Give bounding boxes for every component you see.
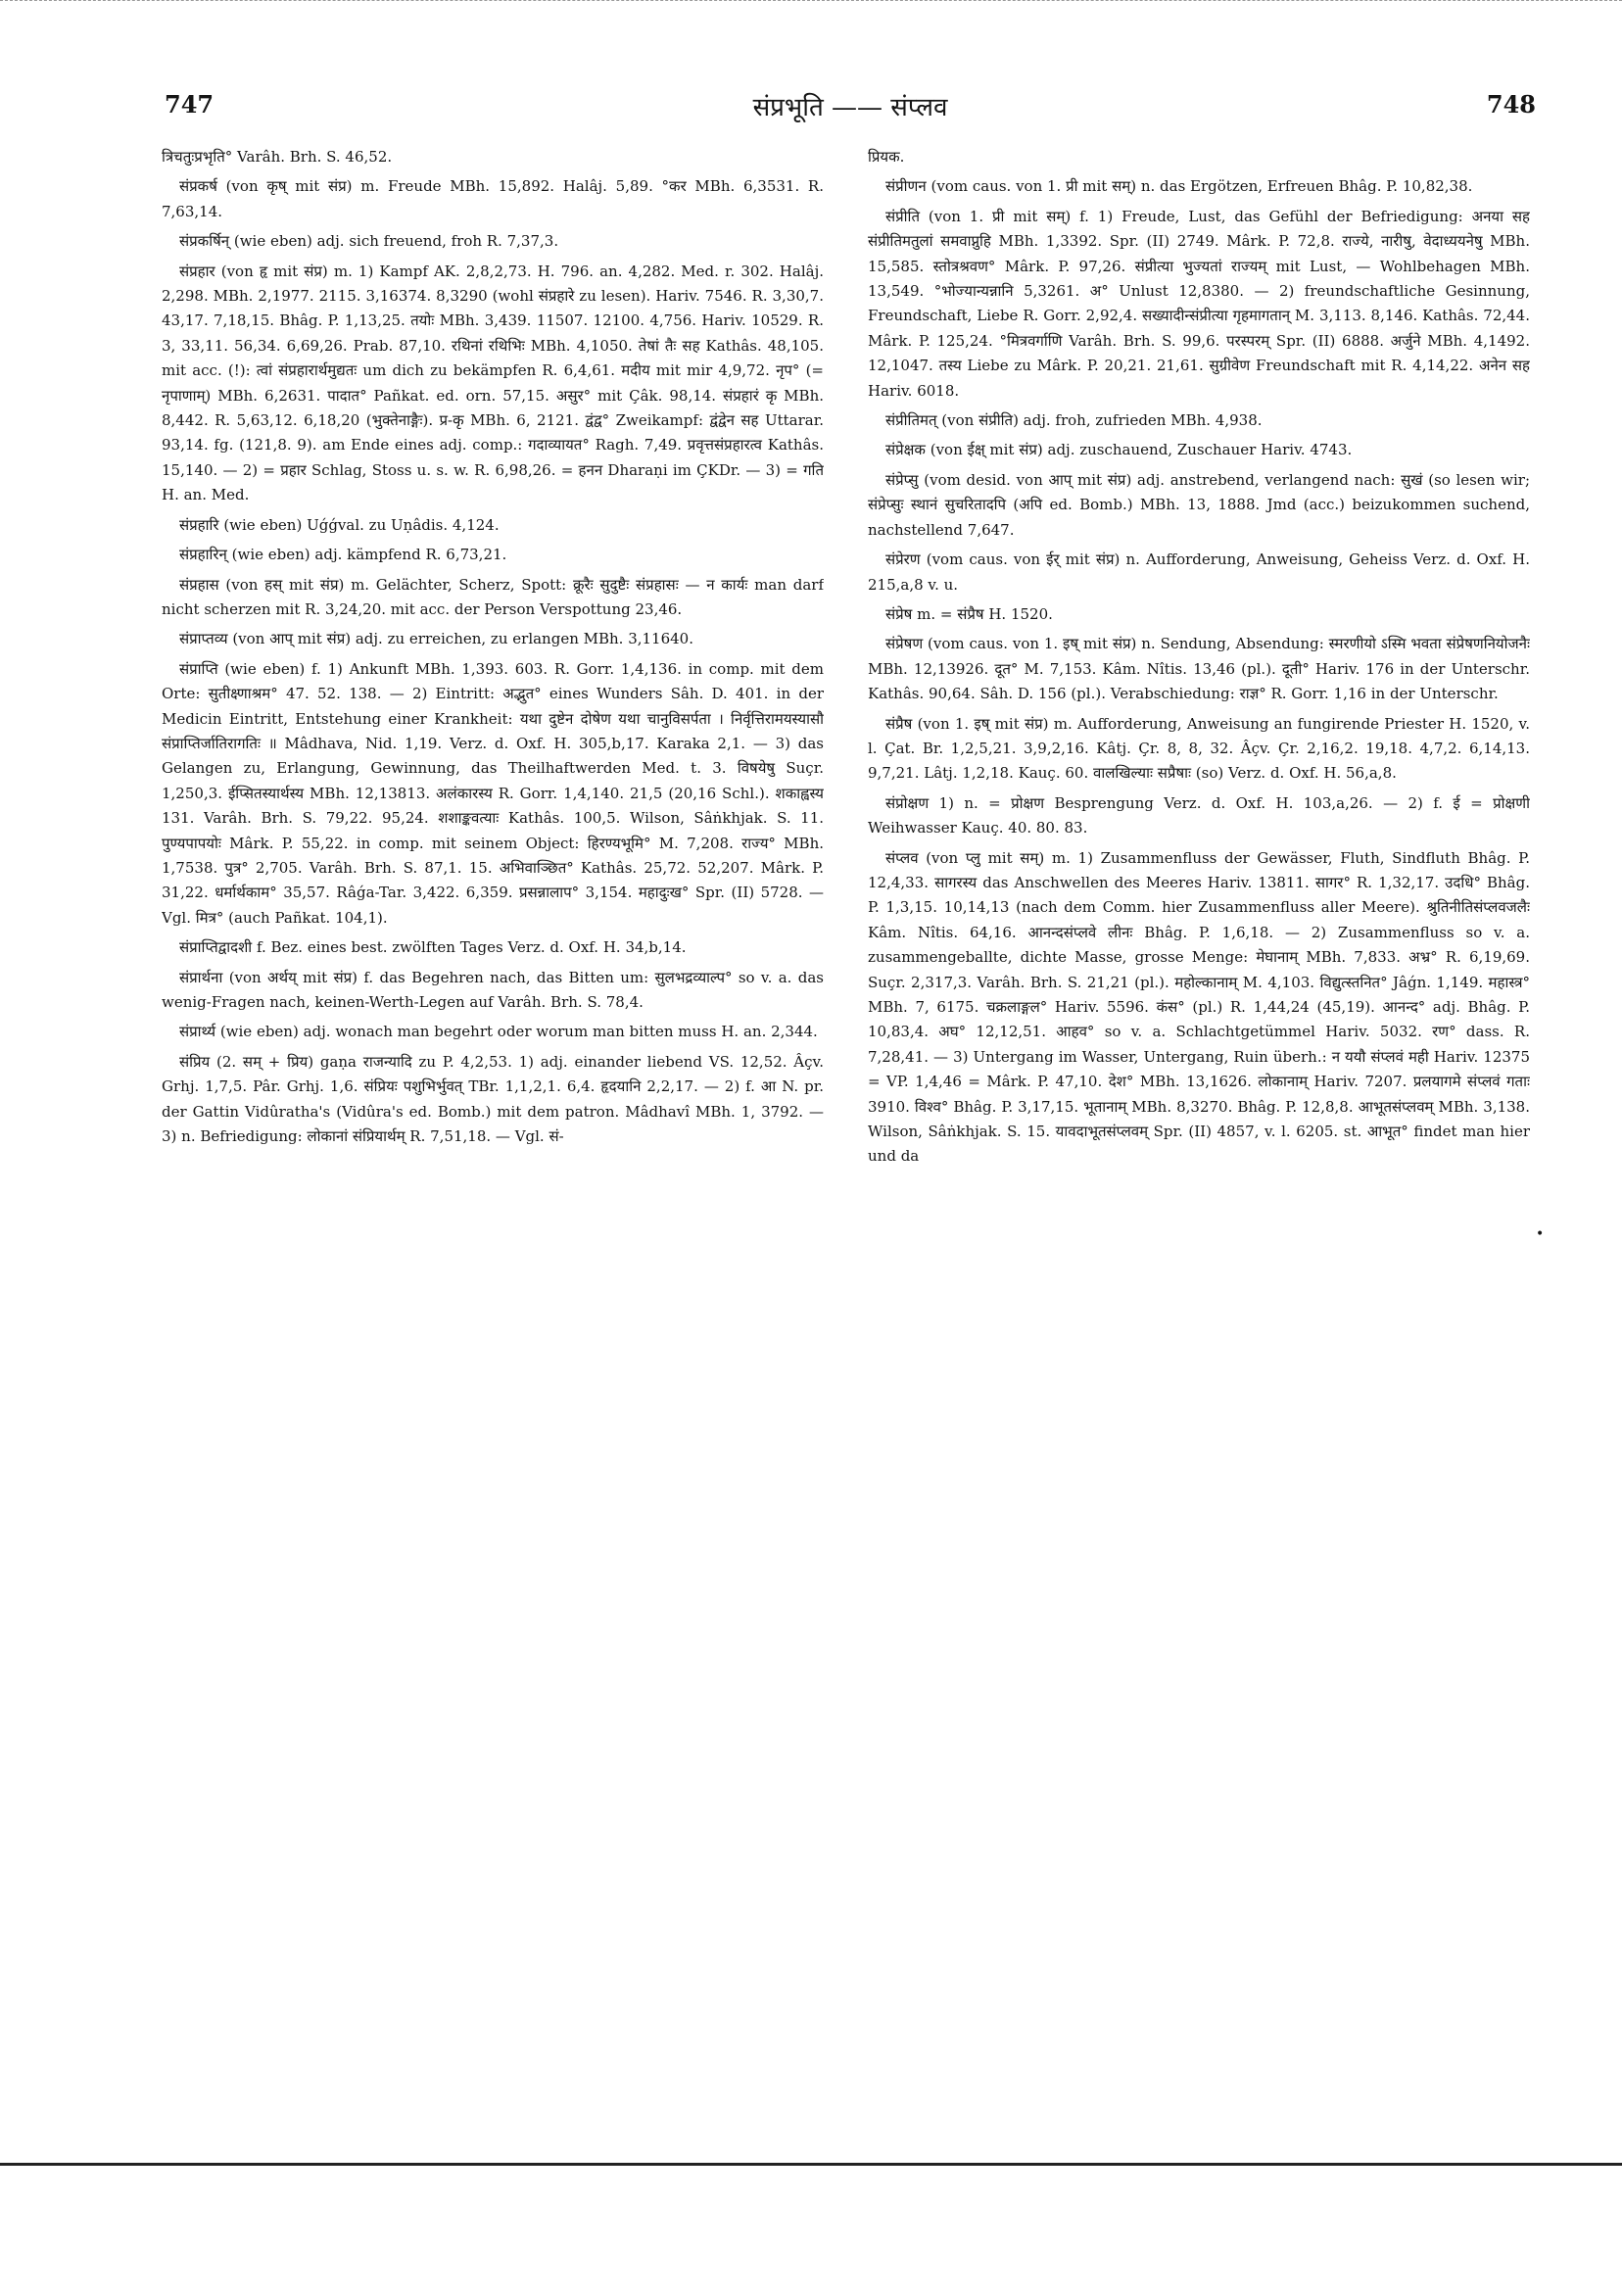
page-number-right: 748: [1486, 90, 1536, 119]
entry: संप्रार्थना (von अर्थय् mit संप्र) f. das Begehren nach, das Bitten um: सुलभद्रव्याल्प° so v. a. das wenig-Fragen nach, keinen-Werth-Legen auf Varâh. Brh. S. 78,4.: [162, 968, 824, 1011]
entry: संप्रीति (von 1. प्री mit सम्) f. 1) Freude, Lust, das Gefühl der Befriedigung: अनया सह संप्रीतिमतुलां समवाप्नुहि MBh. 1,3392. Spr. (II) 2749. Mârk. P. 72,8. राज्ये, नारीषु, वेदाध्ययनेषु MBh. 15,585. स्तोत्रश्रवण° Mârk. P. 97,26. संप्रीत्या भुज्यतां राज्यम् mit Lust, — Wohlbehagen MBh. 13,549. °भोज्यान्यन्नानि 5,3261. अ° Unlust 12,8380. — 2) freundschaftliche Gesinnung, Freundschaft, Liebe R. Gorr. 2,92,4. सख्यादीन्संप्रीत्या गृहमागतान् M. 3,113. 8,146. Kathâs. 72,44. Mârk. P. 125,24. °मित्रवर्गाणि Varâh. Brh. S. 99,6. परस्परम् Spr. (II) 6888. अर्जुने MBh. 4,1492. 12,1047. तस्य Liebe zu Mârk. P. 20,21. 21,61. सुग्रीवेण Freundschaft mit R. 4,14,22. अनेन सह Hariv. 6018.: [868, 207, 1530, 400]
entry: संप्रेरण (vom caus. von ईर् mit संप्र) n. Aufforderung, Anweisung, Geheiss Verz. d. Oxf. H. 215,a,8 v. u.: [868, 550, 1530, 594]
margin-dot: •: [1536, 1226, 1545, 1242]
entry: संप्रैष (von 1. इष् mit संप्र) m. Aufforderung, Anweisung an fungirende Priester H. 1520, v. l. Çat. Br. 1,2,5,21. 3,9,2,16. Kâtj. Çr. 8, 8, 32. Âçv. Çr. 2,16,2. 19,18. 4,7,2. 6,14,13. 9,7,21. Lâtj. 1,2,18. Kauç. 60. वालखिल्याः सप्रैषाः (so) Verz. d. Oxf. H. 56,a,8.: [868, 714, 1530, 783]
entry: संप्रहारि (wie eben) Uǵǵval. zu Uṇâdis. 4,124.: [179, 515, 500, 534]
entry: प्रियक.: [868, 148, 905, 166]
page-header: [165, 90, 1536, 125]
entry: संप्रोक्षण 1) n. = प्रोक्षण Besprengung Verz. d. Oxf. H. 103,a,26. — 2) f. ई = प्रोक्षणी Weihwasser Kauç. 40. 80. 83.: [868, 793, 1530, 837]
entry: संप्रहारिन् (wie eben) adj. kämpfend R. 6,73,21.: [179, 546, 507, 564]
entry: संप्रीतिमत् (von संप्रीति) adj. froh, zufrieden MBh. 4,938.: [885, 411, 1263, 430]
entry: संप्रेष m. = संप्रैष H. 1520.: [885, 604, 1053, 623]
top-rule: [0, 0, 1622, 4]
right-column: [868, 145, 1530, 2124]
left-column: [162, 145, 824, 2124]
entry: संप्रहार (von हृ mit संप्र) m. 1) Kampf AK. 2,8,2,73. H. 796. an. 4,282. Med. r. 302. Halâj. 2,298. MBh. 2,1977. 2115. 3,16374. 8,3290 (wohl संप्रहारे zu lesen). Hariv. 7546. R. 3,30,7. 43,17. 7,18,15. Bhâg. P. 1,13,25. तयोः MBh. 3,439. 11507. 12100. 4,756. Hariv. 10529. R. 3, 33,11. 56,34. 6,69,26. Prab. 87,10. रथिनां रथिभिः MBh. 4,1050. तेषां तैः सह Kathâs. 48,105. mit acc. (!): त्वां संप्रहारार्थमुद्यतः um dich zu bekämpfen R. 6,4,61. मदीय mit mir 4,9,72. नृप° (= नृपाणाम्) MBh. 6,2631. पादात° Pañkat. ed. orn. 57,15. असुर° mit Çâk. 98,14. संप्रहारं कृ MBh. 8,442. R. 5,63,12. 6,18,20 (भुक्तेनाङ्गैः). प्र-कृ MBh. 6, 2121. द्वंद्व° Zweikampf: द्वंद्वेन सह Uttarar. 93,14. fg. (121,8. 9). am Ende eines adj. comp.: गदाव्यायत° Ragh. 7,49. प्रवृत्तसंप्रहारत्व Kathâs. 15,140. — 2) = प्रहार Schlag, Stoss u. s. w. R. 6,98,26. = हनन Dharaṇi im ÇKDr. — 3) = गति H. an. Med.: [162, 262, 824, 504]
entry: त्रिचतुःप्रभृति° Varâh. Brh. S. 46,52.: [162, 148, 393, 166]
entry: संप्राप्तिद्वादशी f. Bez. eines best. zwölften Tages Verz. d. Oxf. H. 34,b,14.: [179, 938, 687, 957]
page-number-left: 747: [165, 90, 215, 119]
bottom-rule: [0, 2163, 1622, 2166]
entry: संप्रकर्ष (von कृष् mit संप्र) m. Freude MBh. 15,892. Halâj. 5,89. °कर MBh. 6,3531. R. 7,63,14.: [162, 177, 824, 220]
entry: संप्राप्तव्य (von आप् mit संप्र) adj. zu erreichen, zu erlangen MBh. 3,11640.: [179, 630, 693, 648]
entry: संप्रेप्सु (vom desid. von आप् mit संप्र) adj. anstrebend, verlangend nach: सुखं (so lesen wir; संप्रेप्सुः स्थानं सुचरितादपि (अपि ed. Bomb.) MBh. 13, 1888. Jmd (acc.) beizukommen suchend, nachstellend 7,647.: [868, 470, 1530, 539]
entry: संप्रकर्षिन् (wie eben) adj. sich freuend, froh R. 7,37,3.: [179, 232, 559, 251]
entry: संप्लव (von प्लु mit सम्) m. 1) Zusammenfluss der Gewässer, Fluth, Sindfluth Bhâg. P. 12,4,33. सागरस्य das Anschwellen des Meeres Hariv. 13811. सागर° R. 1,32,17. उदधि° Bhâg. P. 1,3,15. 10,14,13 (nach dem Comm. hier Zusammenfluss aller Meere). श्रुतिनीतिसंप्लवजलैः Kâm. Nîtis. 64,16. आनन्दसंप्लवे लीनः Bhâg. P. 1,6,18. — 2) Zusammenfluss so v. a. zusammengeballte, dichte Masse, grosse Menge: मेघानाम् MBh. 7,833. अभ्र° R. 6,19,69. Suçr. 2,317,3. Varâh. Brh. S. 21,21 (pl.). महोल्कानाम् M. 4,103. विद्युत्स्तनित° Jâǵn. 1,149. महास्त्र° MBh. 7, 6175. चक्रलाङ्गल° Hariv. 5596. कंस° (pl.) R. 1,44,24 (45,19). आनन्द° adj. Bhâg. P. 10,83,4. अघ° 12,12,51. आहव° so v. a. Schlachtgetümmel Hariv. 5032. रण° dass. R. 7,28,41. — 3) Untergang im Wasser, Untergang, Ruin überh.: न ययौ संप्लवं मही Hariv. 12375 = VP. 1,4,46 = Mârk. P. 47,10. देश° MBh. 13,1626. लोकानाम् Hariv. 7207. प्रलयागमे संप्लवं गताः 3910. विश्व° Bhâg. P. 3,17,15. भूतानाम् MBh. 8,3270. Bhâg. P. 12,8,8. आभूतसंप्लवम् MBh. 3,138. Wilson, Sâṅkhjak. S. 15. यावदाभूतसंप्लवम् Spr. (II) 4857, v. l. 6205. st. आभूत° findet man hier und da: [868, 848, 1530, 1166]
entry: संप्रेषण (vom caus. von 1. इष् mit संप्र) n. Sendung, Absendung: स्मरणीयो ऽस्मि भवता संप्रेषणनियोजनैः MBh. 12,13926. दूत° M. 7,153. Kâm. Nîtis. 13,46 (pl.). दूती° Hariv. 176 in der Unterschr. Kathâs. 90,64. Sâh. D. 156 (pl.). Verabschiedung: राज्ञ° R. Gorr. 1,16 in der Unterschr.: [868, 635, 1530, 703]
entry: संप्रिय (2. सम् + प्रिय) gaṇa राजन्यादि zu P. 4,2,53. 1) adj. einander liebend VS. 12,52. Âçv. Grhj. 1,7,5. Pâr. Grhj. 1,6. संप्रियः पशुभिर्भुवत् TBr. 1,1,2,1. 6,4. हृदयानि 2,2,17. — 2) f. आ N. pr. der Gattin Vidûratha's (Vidûra's ed. Bomb.) mit dem patron. Mâdhavî MBh. 1, 3792. — 3) n. Befriedigung: लोकानां संप्रियार्थम् R. 7,51,18. — Vgl. सं-: [162, 1052, 824, 1146]
entry: संप्रार्थ्य (wie eben) adj. wonach man begehrt oder worum man bitten muss H. an. 2,344.: [179, 1023, 818, 1041]
running-title: संप्रभूति —— संप्लव: [752, 93, 948, 122]
entry: संप्रीणन (vom caus. von 1. प्री mit सम्) n. das Ergötzen, Erfreuen Bhâg. P. 10,82,38.: [885, 177, 1473, 196]
entry: संप्रेक्षक (von ईक्ष् mit संप्र) adj. zuschauend, Zuschauer Hariv. 4743.: [885, 441, 1353, 459]
entry: संप्राप्ति (wie eben) f. 1) Ankunft MBh. 1,393. 603. R. Gorr. 1,4,136. in comp. mit dem Orte: सुतीक्ष्णाश्रम° 47. 52. 138. — 2) Eintritt: अद्भुत° eines Wunders Sâh. D. 401. in der Medicin Eintritt, Entstehung einer Krankheit: यथा दुष्टेन दोषेण यथा चानुविसर्पता । निर्वृत्तिरामयस्यासौ संप्राप्तिर्जातिरागतिः ॥ Mâdhava, Nid. 1,19. Verz. d. Oxf. H. 305,b,17. Karaka 2,1. — 3) das Gelangen zu, Erlangung, Gewinnung, das Theilhaftwerden Med. t. 3. विषयेषु Suçr. 1,250,3. ईप्सितस्यार्थस्य MBh. 12,13813. अलंकारस्य R. Gorr. 1,4,140. 21,5 (20,16 Schl.). शकाह्वस्य 131. Varâh. Brh. S. 79,22. 95,24. शशाङ्कवत्याः Kathâs. 100,5. Wilson, Sâṅkhjak. S. 11. पुण्यपापयोः Mârk. P. 55,22. in comp. mit seinem Object: हिरण्यभूमि° M. 7,208. राज्य° MBh. 1,7538. पुत्र° 2,705. Varâh. Brh. S. 87,1. 15. अभिवाञ्छित° Kathâs. 25,72. 52,207. Mârk. P. 31,22. धर्मार्थकाम° 35,57. Râǵa-Tar. 3,422. 6,359. प्रसन्नालाप° 3,154. महादुःख° Spr. (II) 5728. — Vgl. मित्र° (auch Pañkat. 104,1).: [162, 659, 824, 927]
entry: संप्रहास (von हस् mit संप्र) m. Gelächter, Scherz, Spott: क्रूरैः सुदुष्टैः संप्रहासः — न कार्यः man darf nicht scherzen mit R. 3,24,20. mit acc. der Person Verspottung 23,46.: [162, 575, 824, 618]
